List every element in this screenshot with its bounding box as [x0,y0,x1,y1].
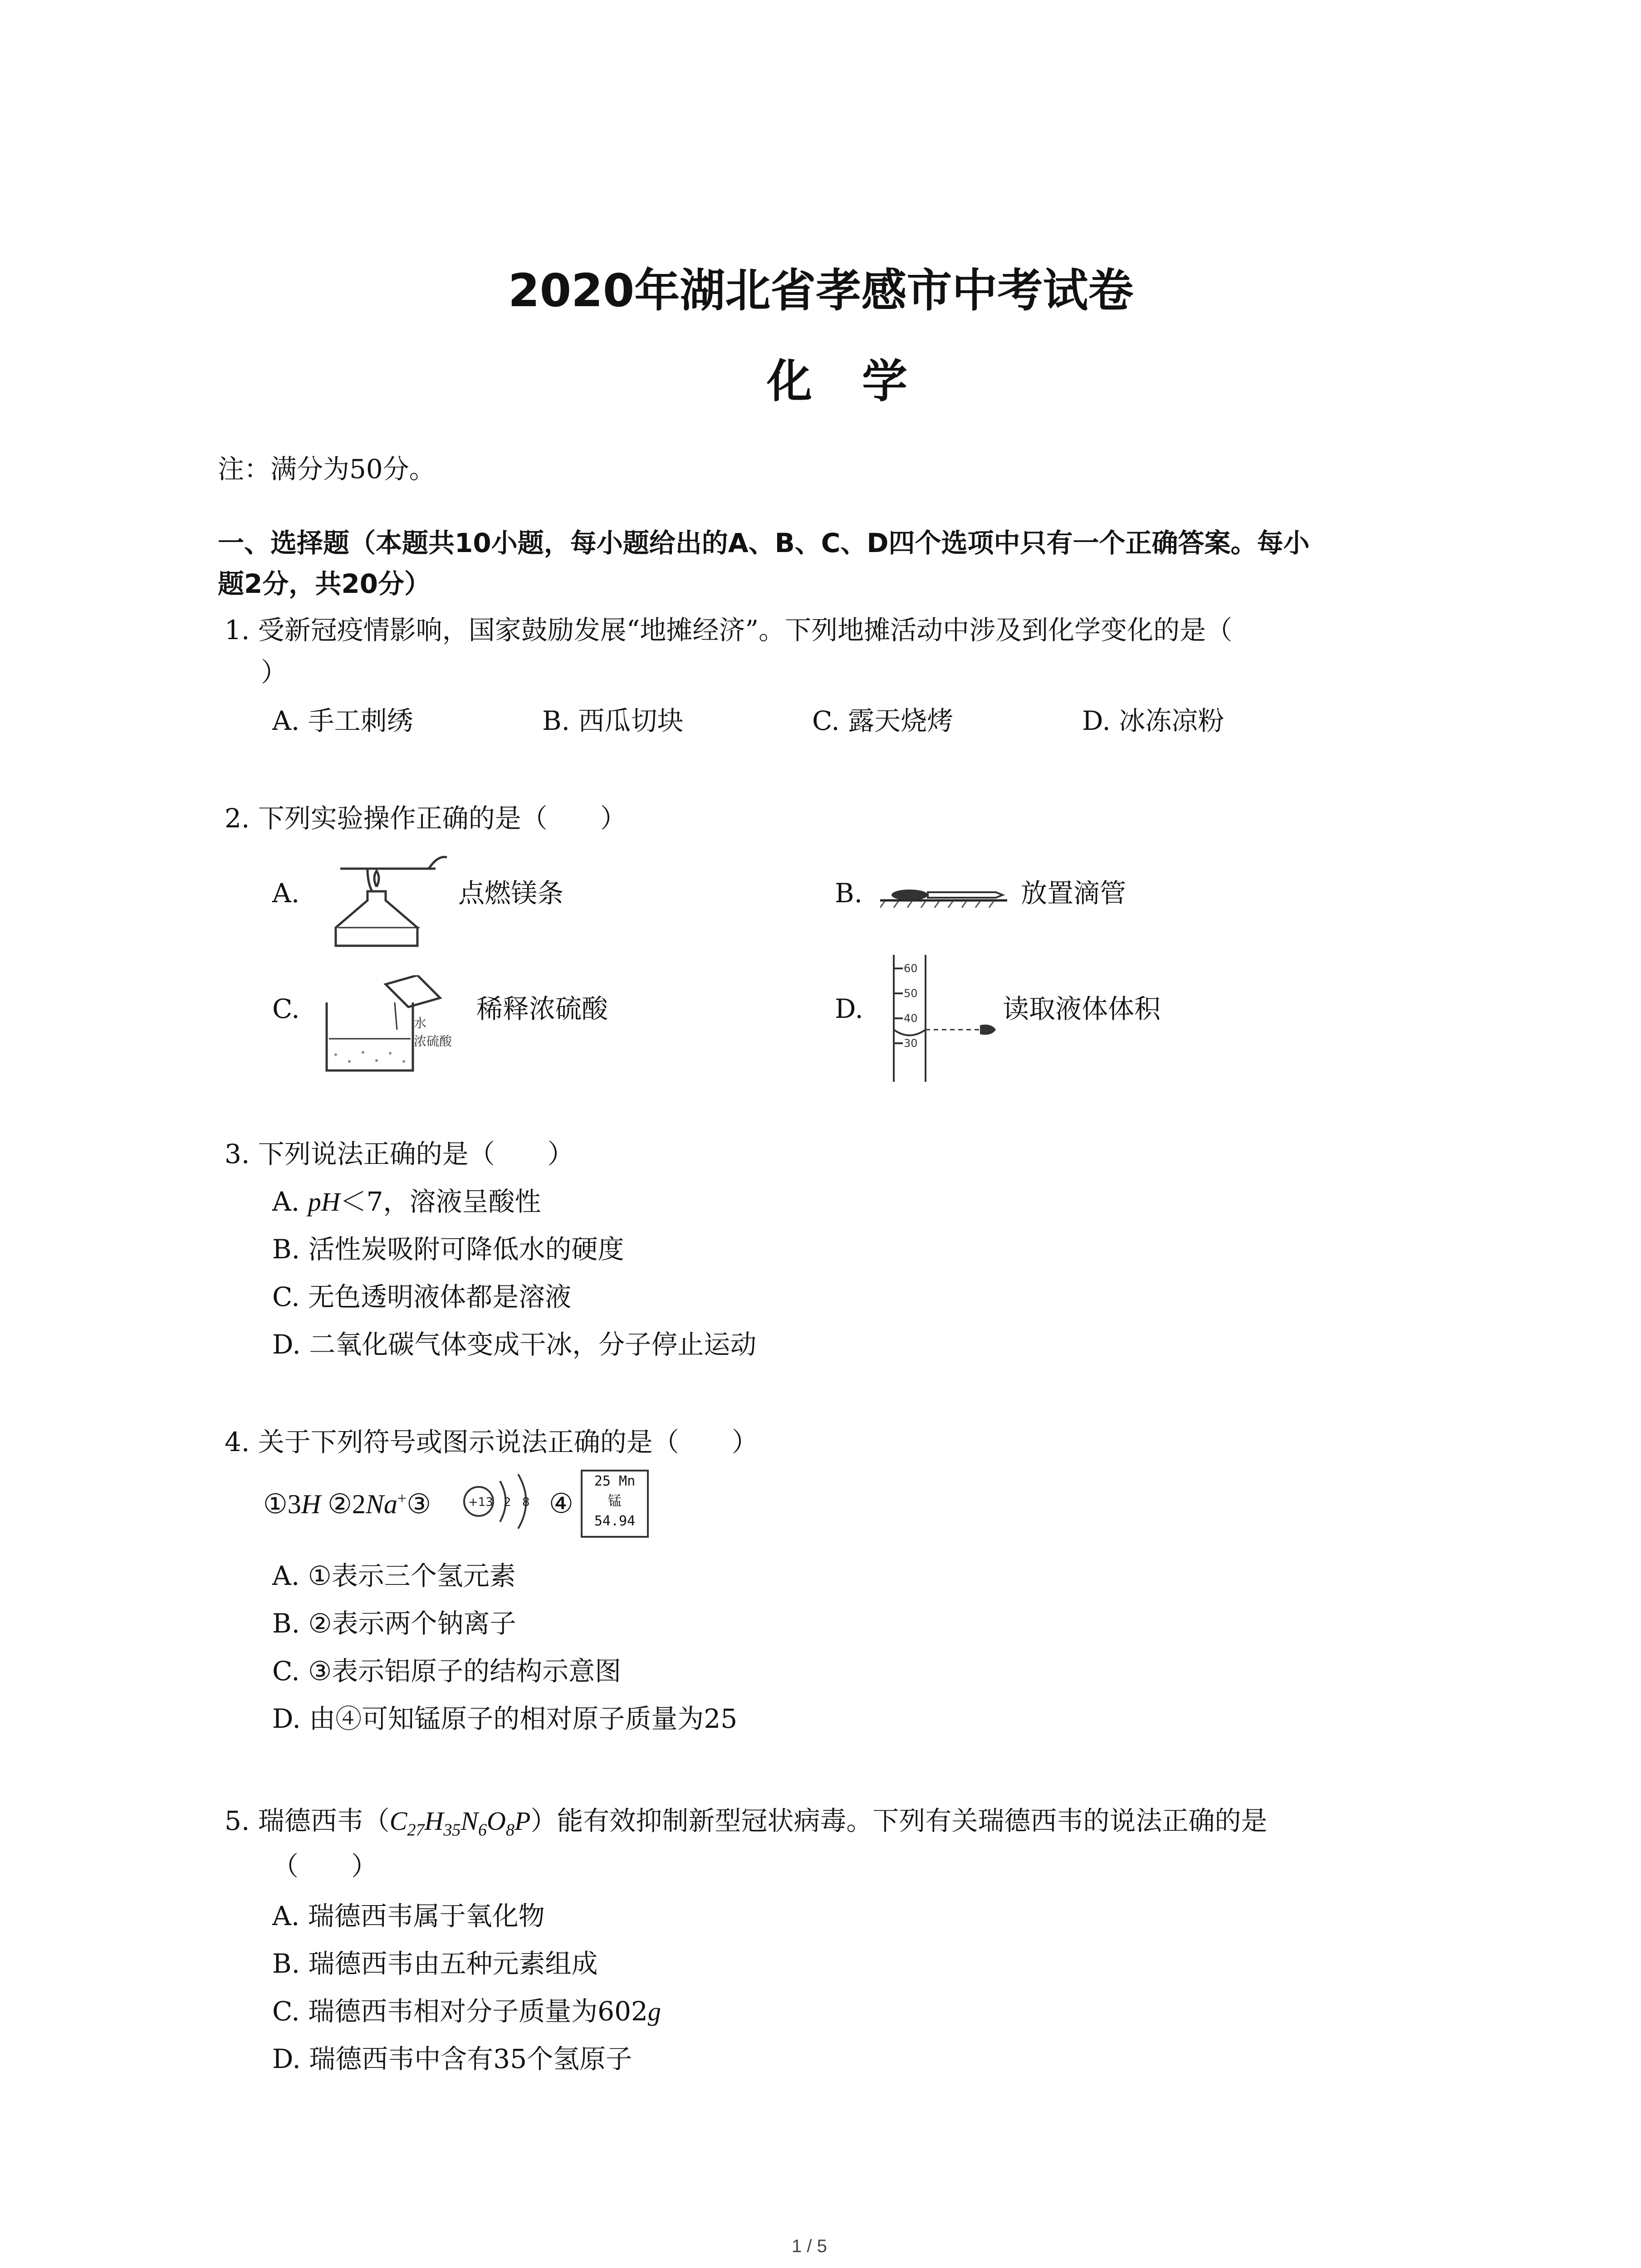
q5-stem: 5. 瑞德西韦$(C_{27}H_{35}N_6O_8P)$能有效抑制新型冠状病毒。下列有关瑞德西韦的说法正确的是 [225,1805,1268,1840]
q4-option-c: C. ③表示铝原子的结构示意图 [272,1656,622,1686]
element-card [581,1470,649,1538]
score-note: 注：满分为50分。 [218,454,436,484]
dilution-figure [318,975,454,1075]
q4-option-a: A. ①表示三个氢元素 [272,1560,516,1591]
q1-option-b: B. 西瓜切块 [542,705,684,736]
q1-stem-cont: ） [261,657,288,688]
q1-option-d: D. 冰冻凉粉 [1082,705,1225,736]
flame [374,871,379,887]
scale-40: 40 [904,1012,918,1025]
exam-title: 2020年湖北省孝感市中考试卷 [508,264,1134,317]
element-card-name: 锰 [608,1493,622,1509]
hand-outline [429,857,447,869]
formula-subscript: 27 [407,1820,425,1840]
water-label: 水 [414,1016,427,1031]
q3-option-d: D. 二氧化碳气体变成干冰，分子停止运动 [272,1329,757,1360]
formula-element: O [487,1806,506,1836]
cylinder-figure [876,950,1003,1086]
scale-30: 30 [904,1037,918,1050]
scale-60: 60 [904,962,918,975]
meniscus [894,1030,926,1036]
page-number: 1 / 5 [792,2236,827,2256]
subject-title: 化学 [767,355,957,408]
eye-icon [980,1025,996,1035]
q4-symbols: ①3H ②2Na+③ [263,1489,431,1519]
element-card-top: 25 Mn [594,1473,636,1489]
section-heading-line1: 一、选择题（本题共10小题，每小题给出的A、B、C、D四个选项中只有一个正确答案。每小 [218,528,1310,558]
dropper-bulb [892,890,928,900]
formula-subscript: 6 [478,1820,487,1840]
q2-caption-d: 读取液体体积 [1003,993,1161,1024]
q3-option-b: B. 活性炭吸附可降低水的硬度 [272,1234,624,1265]
lamp-body [336,891,417,946]
q5-stem-cont: （ ） [272,1851,378,1882]
q5-option-a: A. 瑞德西韦属于氧化物 [272,1901,545,1931]
q3-option-a: A. pH＜7，溶液呈酸性 [272,1186,541,1217]
q1-option-a: A. 手工刺绣 [272,705,413,736]
formula-subscript: 35 [443,1820,461,1840]
q4-stem: 4. 关于下列符号或图示说法正确的是（ ） [225,1427,758,1457]
scale-50: 50 [904,987,918,1000]
formula-subscript: 8 [505,1820,514,1840]
formula-element: H [424,1806,444,1836]
q2-letter-d: D. [835,993,863,1024]
nucleus-charge: +13 [468,1496,493,1509]
q4-option-d: D. 由④可知锰原子的相对原子质量为25 [272,1703,738,1734]
tongs [367,869,372,891]
acid-label: 浓硫酸 [414,1034,452,1049]
pouring-beaker [386,975,440,1007]
element-card-mass: 54.94 [594,1513,636,1529]
q4-symbol-4: ④ [549,1488,573,1520]
q2-caption-a: 点燃镁条 [458,878,564,909]
shell-2-electrons: 8 [522,1496,530,1509]
q1-option-c: C. 露天烧烤 [812,705,954,736]
section-heading-line2: 题2分，共20分） [218,568,431,599]
dropper-tube [928,892,1003,898]
q2-caption-b: 放置滴管 [1021,878,1127,909]
q1-stem: 1. 受新冠疫情影响，国家鼓励发展“地摊经济”。下列地摊活动中涉及到化学变化的是（ [225,615,1233,645]
q2-stem: 2. 下列实验操作正确的是（ ） [225,803,627,834]
atom-structure-figure [458,1463,544,1540]
q3-stem: 3. 下列说法正确的是（ ） [225,1139,574,1169]
beaker [327,1002,413,1070]
alcohol-lamp-figure [313,841,449,950]
formula-element: C [389,1806,407,1836]
q2-letter-b: B. [835,878,863,909]
q4-option-b: B. ②表示两个钠离子 [272,1608,516,1639]
q5-option-d: D. 瑞德西韦中含有35个氢原子 [272,2043,632,2074]
q2-caption-c: 稀释浓硫酸 [476,993,608,1024]
remdesivir-formula [389,1806,531,1840]
q2-letter-a: A. [272,878,300,909]
formula-element: N [460,1806,479,1836]
dropper-figure [880,878,1007,909]
q3-option-c: C. 无色透明液体都是溶液 [272,1281,572,1312]
shell-1-electrons: 2 [504,1496,511,1509]
q5-option-c: C. 瑞德西韦相对分子质量为602g [272,1996,661,2027]
q2-letter-c: C. [272,993,300,1024]
q5-option-b: B. 瑞德西韦由五种元素组成 [272,1948,598,1979]
formula-element: P [514,1806,531,1836]
